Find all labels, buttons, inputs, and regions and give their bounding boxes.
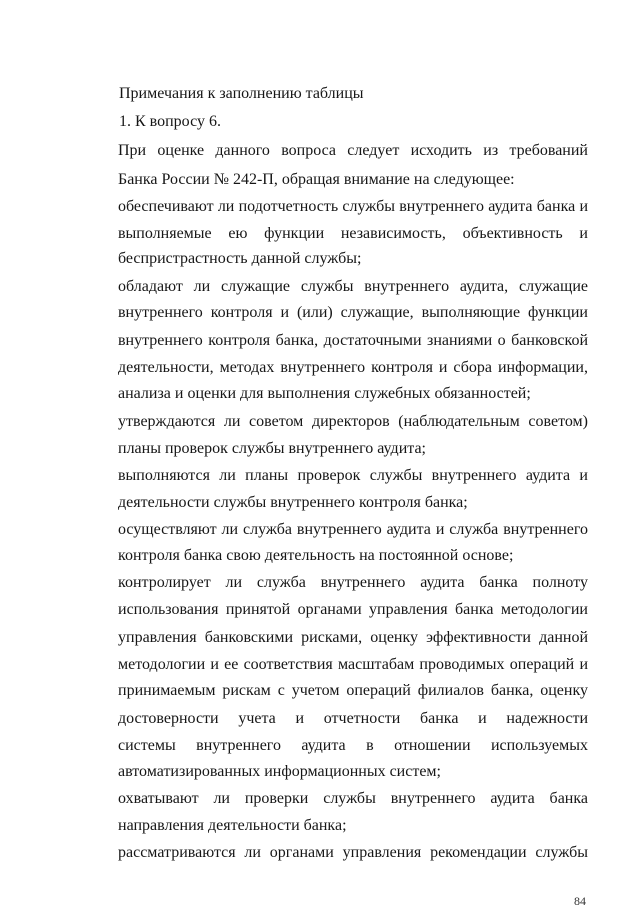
text-line: контролирует ли служба внутреннего аудита банка полноту: [118, 574, 588, 591]
notes-heading: Примечания к заполнению таблицы: [119, 85, 364, 102]
text-line: системы внутреннего аудита в отношении используемых: [118, 737, 588, 754]
text-line: управления банковскими рисками, оценку эффективности данной: [118, 629, 588, 646]
question-number: 1. К вопросу 6.: [119, 113, 221, 130]
text-line: контроля банка свою деятельность на постоянной основе;: [118, 547, 514, 564]
text-line: рассматриваются ли органами управления рекомендации службы: [118, 844, 588, 861]
text-line: внутреннего контроля банка, достаточными знаниями о банковской: [118, 332, 588, 349]
text-line: обладают ли служащие службы внутреннего аудита, служащие: [118, 278, 588, 295]
text-line: методологии и ее соответствия масштабам проводимых операций и: [118, 656, 588, 673]
text-line: выполняются ли планы проверок службы внутреннего аудита и: [118, 467, 588, 484]
text-line: осуществляют ли служба внутреннего аудита и служба внутреннего: [118, 521, 588, 538]
text-line: деятельности, методах внутреннего контроля и сбора информации,: [118, 359, 588, 376]
text-line: внутреннего контроля и (или) служащие, выполняющие функции: [118, 304, 588, 321]
text-line: Банка России № 242-П, обращая внимание на следующее:: [118, 171, 515, 188]
text-line: деятельности службы внутреннего контроля банка;: [118, 494, 468, 511]
text-line: направления деятельности банка;: [118, 817, 347, 834]
text-line: обеспечивают ли подотчетность службы внутреннего аудита банка и: [118, 198, 588, 215]
text-line: планы проверок службы внутреннего аудита;: [118, 440, 426, 457]
text-line: принимаемым рискам с учетом операций филиалов банка, оценку: [118, 682, 588, 699]
text-line: охватывают ли проверки службы внутреннего аудита банка: [118, 790, 588, 807]
text-line: При оценке данного вопроса следует исходить из требований: [118, 142, 588, 159]
page-number: 84: [574, 894, 586, 908]
text-line: выполняемые ею функции независимость, объективность и: [118, 225, 588, 242]
text-line: достоверности учета и отчетности банка и надежности: [118, 710, 588, 727]
text-line: утверждаются ли советом директоров (наблюдательным советом): [118, 413, 588, 430]
text-line: беспристрастность данной службы;: [118, 250, 362, 267]
text-line: использования принятой органами управления банка методологии: [118, 601, 588, 618]
text-line: анализа и оценки для выполнения служебных обязанностей;: [118, 385, 531, 402]
text-line: автоматизированных информационных систем;: [118, 763, 441, 780]
